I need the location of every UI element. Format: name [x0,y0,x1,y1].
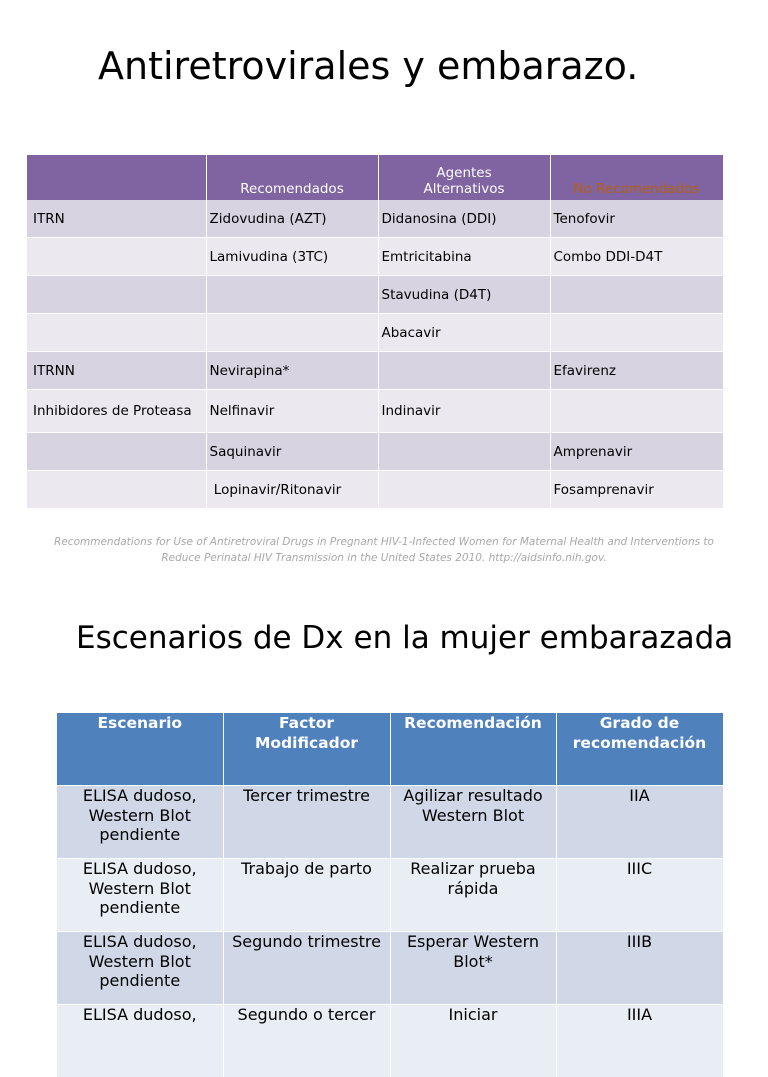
table-cell: Zidovudina (AZT) [206,200,378,238]
caption-line2: Reduce Perinatal HIV Transmission in the United States 2010. http://aidsinfo.nih.gov. [40,550,728,566]
grade-cell: IIIB [556,932,723,1005]
cell-line: ELISA dudoso, [60,1005,220,1025]
table-cell: Tenofovir [550,200,723,238]
table-row [27,471,723,509]
table-cell: Didanosina (DDI) [378,200,550,238]
factor-cell [223,932,390,1005]
table-row [27,390,723,433]
table-row [57,859,723,932]
recommendation-cell [390,932,556,1005]
caption-line1: Recommendations for Use of Antiretroviral Drugs in Pregnant HIV-1-Infected Women for Maternal Health and Interventions to [40,534,728,550]
cell-line: Segundo o tercer [227,1005,387,1025]
table-cell: Amprenavir [550,433,723,471]
table-cell: Efavirenz [550,352,723,390]
header-recomendacion: Recomendación [390,713,556,786]
grade-cell: IIIA [556,1005,723,1077]
table-cell [378,352,550,390]
recommendation-cell [390,859,556,932]
header-agentes-line2: Alternativos [383,181,546,197]
table-cell [550,314,723,352]
table-header-row [27,155,723,200]
cell-line: ELISA dudoso, [60,932,220,952]
header-no-recomendados: No Recomendados [550,155,723,200]
table-cell: Abacavir [378,314,550,352]
source-caption [40,534,728,566]
factor-cell [223,1005,390,1077]
grade-cell: IIIC [556,859,723,932]
table-header-row [57,713,723,786]
cell-line: Tercer trimestre [227,786,387,806]
antiretroviral-table [27,155,724,509]
cell-line: pendiente [60,825,220,845]
cell-line: Western Blot [60,806,220,826]
table-cell: Lopinavir/Ritonavir [206,471,378,509]
cell-line: Esperar Western [394,932,553,952]
grade-cell: IIA [556,786,723,859]
cell-line: rápida [394,879,553,899]
recommendation-cell [390,1005,556,1077]
cell-line: Iniciar [394,1005,553,1025]
cell-line: pendiente [60,898,220,918]
table-cell: Fosamprenavir [550,471,723,509]
cell-line: ELISA dudoso, [60,859,220,879]
scenario-cell [57,932,223,1005]
table-row [57,932,723,1005]
table-cell [550,390,723,433]
header-factor-line2: Modificador [227,733,387,753]
diagnosis-scenarios-table [57,713,724,1077]
scenario-cell [57,1005,223,1077]
cell-line: Western Blot [394,806,553,826]
slide-title-escenarios: Escenarios de Dx en la mujer embarazada [76,620,733,656]
table-cell: Nevirapina* [206,352,378,390]
recommendation-cell [390,786,556,859]
table-cell [27,314,206,352]
table-cell [206,276,378,314]
cell-line: Western Blot [60,879,220,899]
table-row [27,276,723,314]
table-row [27,314,723,352]
cell-line: Blot* [394,952,553,972]
header-recomendados: Recomendados [206,155,378,200]
cell-line: pendiente [60,971,220,991]
table-cell [27,276,206,314]
table-cell [27,471,206,509]
cell-line: Western Blot [60,952,220,972]
header-factor-line1: Factor [227,713,387,733]
table-row [27,352,723,390]
table-cell: Stavudina (D4T) [378,276,550,314]
header-blank [27,155,206,200]
table-cell: Saquinavir [206,433,378,471]
table-cell [378,433,550,471]
factor-cell [223,786,390,859]
header-agentes-line1: Agentes [383,165,546,181]
table-cell: Inhibidores de Proteasa [27,390,206,433]
header-grado-line1: Grado de [560,713,720,733]
table-cell: Lamivudina (3TC) [206,238,378,276]
table-row [57,1005,723,1077]
table-cell: ITRN [27,200,206,238]
scenario-cell [57,786,223,859]
cell-line: Trabajo de parto [227,859,387,879]
cell-line: Segundo trimestre [227,932,387,952]
table-row [57,786,723,859]
table-row [27,433,723,471]
header-agentes-alternativos [378,155,550,200]
cell-line: Agilizar resultado [394,786,553,806]
table-row [27,238,723,276]
cell-line: ELISA dudoso, [60,786,220,806]
table-cell: ITRNN [27,352,206,390]
table-cell [378,471,550,509]
scenario-cell [57,859,223,932]
factor-cell [223,859,390,932]
table-cell [550,276,723,314]
cell-line: Realizar prueba [394,859,553,879]
table-row [27,200,723,238]
header-escenario: Escenario [57,713,223,786]
table-cell [27,433,206,471]
header-grado-line2: recomendación [560,733,720,753]
header-factor-modificador [223,713,390,786]
table-cell [206,314,378,352]
table-cell: Combo DDI-D4T [550,238,723,276]
table-cell: Indinavir [378,390,550,433]
slide-title-antiretrovirales: Antiretrovirales y embarazo. [98,44,638,88]
table-cell [27,238,206,276]
table-cell: Emtricitabina [378,238,550,276]
table-cell: Nelfinavir [206,390,378,433]
header-grado [556,713,723,786]
